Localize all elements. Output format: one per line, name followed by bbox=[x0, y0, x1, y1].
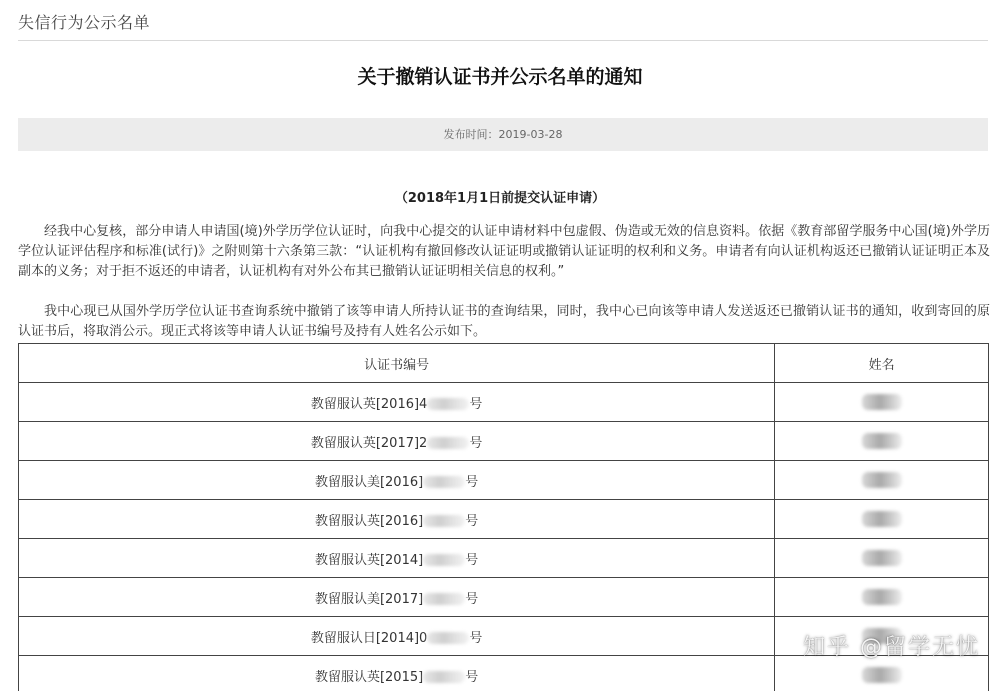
redacted-name bbox=[862, 589, 902, 605]
redacted-digits bbox=[423, 515, 465, 527]
redacted-name bbox=[862, 667, 902, 683]
table-row bbox=[19, 500, 989, 539]
column-header-name: 姓名 bbox=[775, 344, 989, 383]
certificate-number-cell bbox=[19, 656, 775, 691]
table-row bbox=[19, 539, 989, 578]
paragraph-intro: 经我中心复核，部分申请人申请国(境)外学历学位认证时，向我中心提交的认证申请材料中包虚假、伪造或无效的信息资料。依据《教育部留学服务中心国(境)外学历学位认证评估程序和标准(试行)》之附则第十六条第三款：“认证机构有撤回修改认证证明或撤销认证证明的权利和义务。申请者有向认证机构返还已撤销认证证明正本及副本的义务；对于拒不返还的申请者，认证机构有对外公布其已撤销认证证明相关信息的权利。” bbox=[18, 224, 990, 279]
publish-date: 发布时间：2019-03-28 bbox=[443, 128, 563, 141]
certificate-number: 教留服认英[2017]2 bbox=[310, 435, 428, 451]
holder-name-cell bbox=[775, 578, 989, 617]
certificate-number-suffix: 号 bbox=[465, 474, 479, 490]
publish-info-bar bbox=[18, 118, 988, 151]
redacted-digits bbox=[427, 437, 469, 449]
holder-name-cell bbox=[775, 383, 989, 422]
certificate-number-suffix: 号 bbox=[465, 669, 479, 685]
certificate-number-cell bbox=[19, 578, 775, 617]
divider bbox=[18, 40, 988, 41]
redacted-digits bbox=[423, 476, 465, 488]
notice-subtitle: （2018年1月1日前提交认证申请） bbox=[394, 191, 606, 206]
certificate-number-cell bbox=[19, 539, 775, 578]
redacted-digits bbox=[423, 593, 465, 605]
page-title: 关于撤销认证书并公示名单的通知 bbox=[357, 66, 643, 88]
holder-name-cell bbox=[775, 539, 989, 578]
watermark-logo: 知乎 @留学无忧 bbox=[803, 635, 980, 660]
column-header-certificate-number: 认证书编号 bbox=[19, 344, 775, 383]
certificate-number: 教留服认美[2016] bbox=[314, 474, 424, 490]
certificate-number: 教留服认日[2014]0 bbox=[310, 630, 428, 646]
table-row bbox=[19, 383, 989, 422]
certificate-number-cell bbox=[19, 617, 775, 656]
table-header-row bbox=[19, 344, 989, 383]
certificate-number: 教留服认英[2014] bbox=[314, 552, 424, 568]
holder-name-cell bbox=[775, 500, 989, 539]
redacted-name bbox=[862, 433, 902, 449]
table-row bbox=[19, 422, 989, 461]
holder-name-cell bbox=[775, 422, 989, 461]
redacted-name bbox=[862, 394, 902, 410]
certificate-number: 教留服认英[2016]4 bbox=[310, 396, 428, 412]
holder-name-cell bbox=[775, 461, 989, 500]
redacted-name bbox=[862, 511, 902, 527]
certificate-number-suffix: 号 bbox=[465, 552, 479, 568]
certificate-number: 教留服认英[2016] bbox=[314, 513, 424, 529]
certificate-number-cell bbox=[19, 461, 775, 500]
certificate-number-suffix: 号 bbox=[469, 630, 483, 646]
redacted-digits bbox=[423, 671, 465, 683]
paragraph-announcement: 我中心现已从国外学历学位认证书查询系统中撤销了该等申请人所持认证书的查询结果，同时，我中心已向该等申请人发送返还已撤销认证书的通知，收到寄回的原认证书后，将取消公示。现正式将该等申请人认证书编号及持有人姓名公示如下。 bbox=[18, 304, 990, 339]
certificate-number-cell bbox=[19, 383, 775, 422]
redacted-digits bbox=[427, 398, 469, 410]
redacted-digits bbox=[423, 554, 465, 566]
certificate-number-suffix: 号 bbox=[469, 435, 483, 451]
certificate-number: 教留服认英[2015] bbox=[314, 669, 424, 685]
certificate-number-cell bbox=[19, 422, 775, 461]
certificate-number-suffix: 号 bbox=[465, 513, 479, 529]
redacted-digits bbox=[427, 632, 469, 644]
table-row bbox=[19, 461, 989, 500]
redacted-name bbox=[862, 550, 902, 566]
certificate-number: 教留服认美[2017] bbox=[314, 591, 424, 607]
redacted-name bbox=[862, 472, 902, 488]
certificate-number-suffix: 号 bbox=[469, 396, 483, 412]
certificate-number-cell bbox=[19, 500, 775, 539]
table-row bbox=[19, 578, 989, 617]
certificate-number-suffix: 号 bbox=[465, 591, 479, 607]
breadcrumb[interactable]: 失信行为公示名单 bbox=[18, 13, 151, 32]
